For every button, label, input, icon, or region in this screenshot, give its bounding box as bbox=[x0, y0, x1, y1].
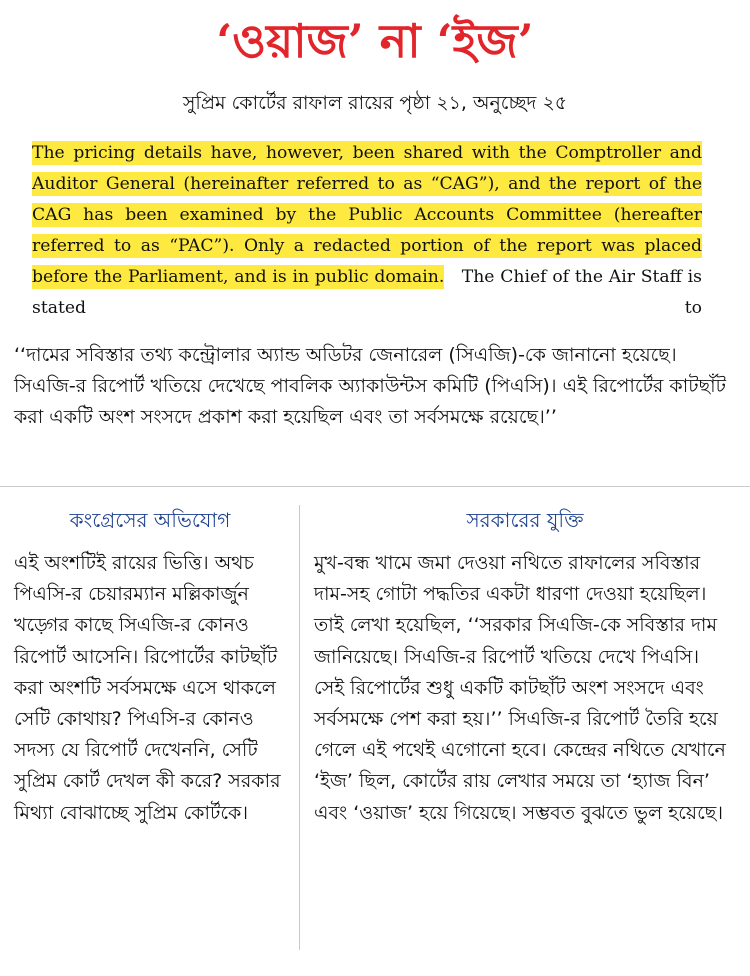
congress-allegation-text: এই অংশটিই রায়ের ভিত্তি। অথচ পিএসি-র চেয়ারম্যান মল্লিকার্জুন খড়্গের কাছে সিএজি-র কোনও রিপোর্ট আসেনি। রিপোর্টের কাটছাঁট করা অংশটি সর্বসমক্ষে এসে থাকলে সেটি কোথায়? পিএসি-র কোনও সদস্য যে রিপোর্ট দেখেননি, সেটি সুপ্রিম কোর্ট দেখল কী করে? সরকার মিথ্যা বোঝাচ্ছে সুপ্রিম কোর্টকে। bbox=[14, 552, 281, 824]
highlighted-excerpt: The pricing details have, however, been shared with the Comptroller and Auditor General (hereinafter referred to as “CAG”), and the report of the CAG has been examined by the Public Accounts Committee (hereafter referred to as “PAC”). Only a redacted portion of the report was placed before the Parliament, and is in public domain. bbox=[32, 143, 702, 287]
government-argument-text: মুখ-বন্ধ খামে জমা দেওয়া নথিতে রাফালের সবিস্তার দাম-সহ গোটা পদ্ধতির একটা ধারণা দেওয়া হয়েছিল। তাই লেখা হয়েছিল, ‘‘সরকার সিএজি-কে সবিস্তার দাম জানিয়েছে। সিএজি-র রিপোর্ট খতিয়ে দেখে পিএসি। সেই রিপোর্টের শুধু একটি কাটছাঁট অংশ সংসদে এবং সর্বসমক্ষে পেশ করা হয়।’’ সিএজি-র রিপোর্ট তৈরি হয়ে গেলে এই পথেই এগোনো হবে। কেন্দ্রের নথিতে যেখানে ‘ইজ’ ছিল, কোর্টের রায় লেখার সময়ে তা ‘হ্যাজ বিন’ এবং ‘ওয়াজ’ হয়ে গিয়েছে। সম্ভবত বুঝতে ভুল হয়েছে। bbox=[314, 552, 726, 824]
headline: ‘ওয়াজ’ না ‘ইজ’ bbox=[216, 14, 534, 68]
translation-quote: ‘‘দামের সবিস্তার তথ্য কন্ট্রোলার অ্যান্ড অডিটর জেনারেল (সিএজি)-কে জানানো হয়েছে। সিএজি-র রিপোর্ট খতিয়ে দেখেছে পাবলিক অ্যাকাউন্টস কমিটি (পিএসি)। এই রিপোর্টের কাটছাঁট করা একটি অংশ সংসদে প্রকাশ করা হয়েছিল এবং তা সর্বসমক্ষে রয়েছে।’’ bbox=[14, 344, 726, 428]
subtitle: সুপ্রিম কোর্টের রাফাল রায়ের পৃষ্ঠা ২১, অনুচ্ছেদ ২৫ bbox=[182, 92, 568, 114]
column-divider bbox=[299, 505, 300, 950]
unhighlighted-excerpt: The Chief of the Air Staff is stated to bbox=[32, 267, 702, 318]
government-argument-heading: সরকারের যুক্তি bbox=[466, 508, 584, 532]
congress-allegation-heading: কংগ্রেসের অভিযোগ bbox=[69, 508, 231, 532]
section-divider bbox=[0, 486, 750, 487]
court-judgment-excerpt bbox=[32, 138, 702, 324]
